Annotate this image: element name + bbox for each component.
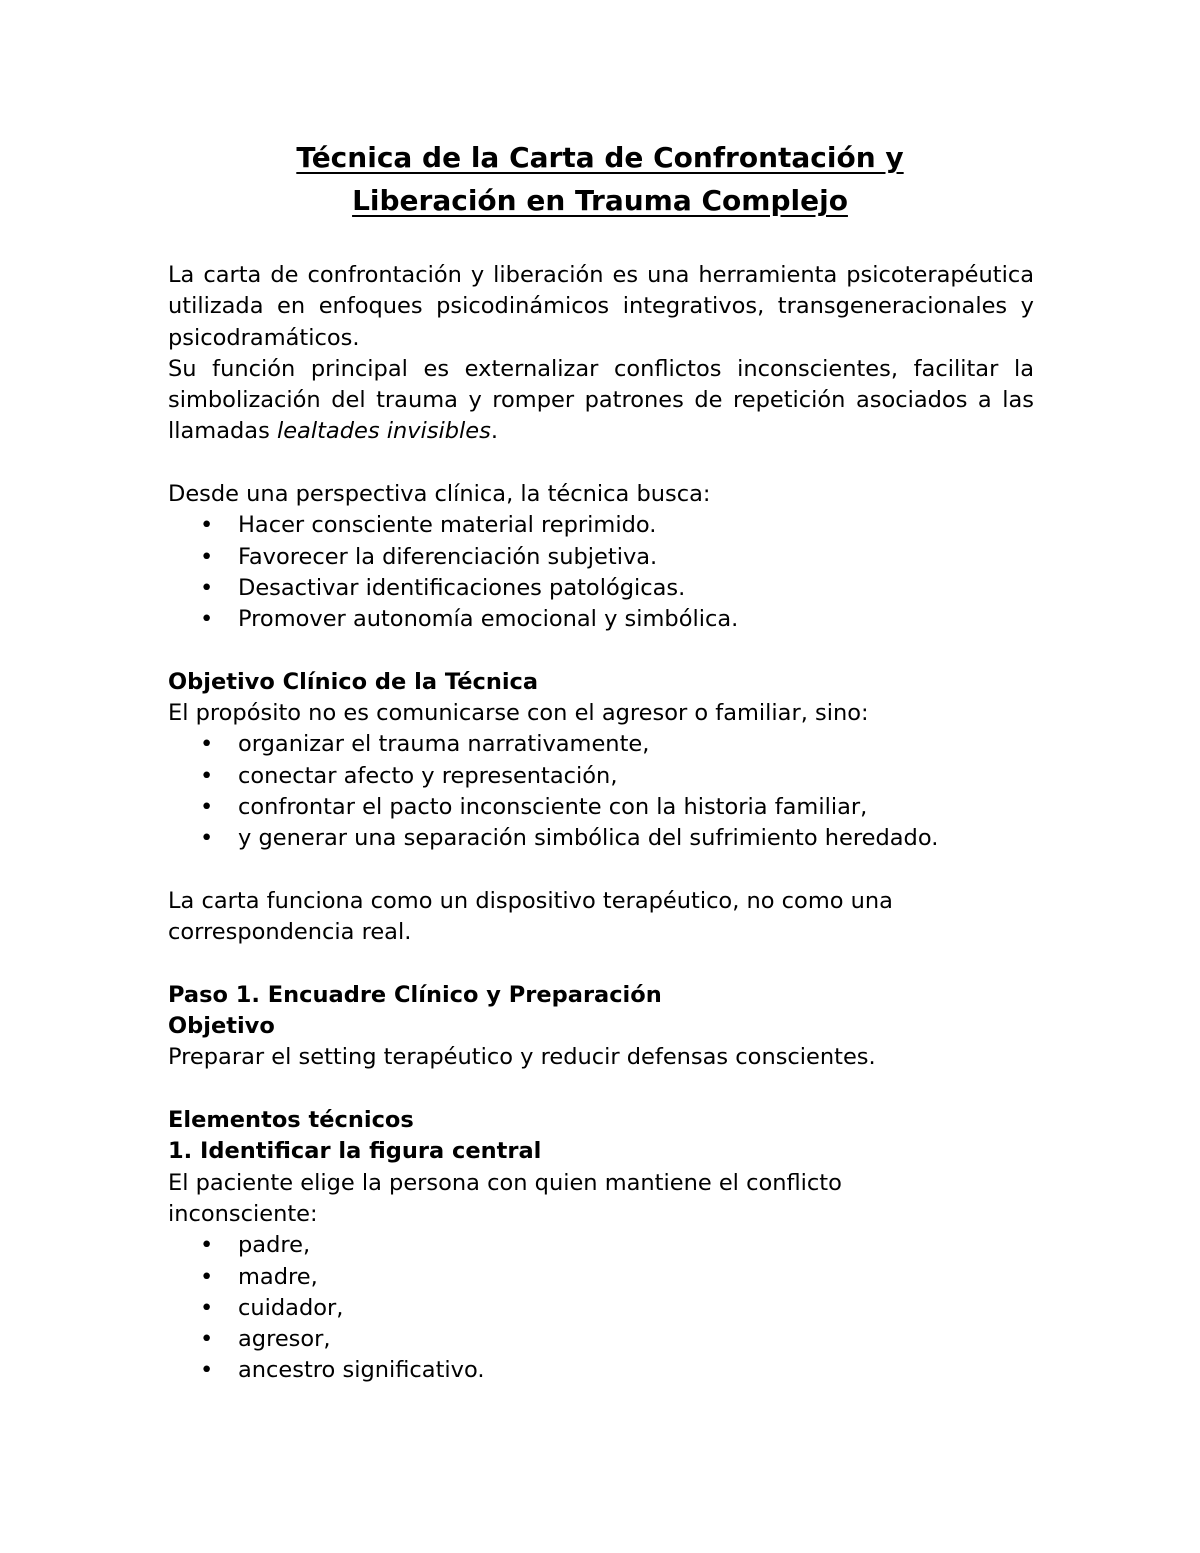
figures-list (168, 1230, 1032, 1386)
step1-subheading: Objetivo (168, 1013, 275, 1040)
list-item: • padre, (168, 1230, 1032, 1261)
list-item: • confrontar el pacto inconsciente con la historia familiar, (168, 792, 1032, 823)
list-item: • agresor, (168, 1324, 1032, 1355)
list-item: • Hacer consciente material reprimido. (168, 510, 1032, 541)
objective-list (168, 729, 1032, 854)
list-item: • conectar afecto y representación, (168, 761, 1032, 792)
document-page (168, 132, 1032, 1387)
title-line-2: Liberación en Trauma Complejo (352, 184, 848, 217)
title-line-1: Técnica de la Carta de Confrontación y (296, 141, 904, 174)
list-item: • ancestro significativo. (168, 1355, 1032, 1386)
list-item: • y generar una separación simbólica del sufrimiento heredado. (168, 823, 1032, 854)
list-item: • Promover autonomía emocional y simbólica. (168, 604, 1032, 635)
perspective-lead: Desde una perspectiva clínica, la técnica busca: (168, 481, 711, 508)
objective-heading: Objetivo Clínico de la Técnica (168, 668, 539, 695)
list-item: • Desactivar identificaciones patológicas. (168, 573, 1032, 604)
elements-lead: El paciente elige la persona con quien mantiene el conflicto inconsciente: (168, 1169, 842, 1227)
list-item: • organizar el trauma narrativamente, (168, 729, 1032, 760)
elements-subheading: 1. Identificar la figura central (168, 1138, 542, 1165)
list-item: • madre, (168, 1262, 1032, 1293)
objective-closing: La carta funciona como un dispositivo terapéutico, no como una correspondencia real. (168, 887, 893, 946)
step1-text: Preparar el setting terapéutico y reducir defensas conscientes. (168, 1044, 876, 1071)
intro-paragraph-2: Su función principal es externalizar conflictos inconscientes, facilitar la simbolización del trauma y romper patrones de repetición asociados a las llamadas lealtades invisibles. (168, 355, 1034, 445)
list-item: • cuidador, (168, 1293, 1032, 1324)
italic-term: lealtades invisibles (276, 418, 491, 445)
step1-heading: Paso 1. Encuadre Clínico y Preparación (168, 981, 662, 1008)
objective-lead: El propósito no es comunicarse con el agresor o familiar, sino: (168, 700, 869, 727)
intro-paragraph-1: La carta de confrontación y liberación es una herramienta psicoterapéutica utilizada en enfoques psicodinámicos integrativos, transgeneracionales y psicodramáticos. (168, 262, 1034, 351)
list-item: • Favorecer la diferenciación subjetiva. (168, 542, 1032, 573)
elements-heading: Elementos técnicos (168, 1107, 414, 1134)
document-title (168, 136, 1032, 222)
perspective-list (168, 510, 1032, 635)
